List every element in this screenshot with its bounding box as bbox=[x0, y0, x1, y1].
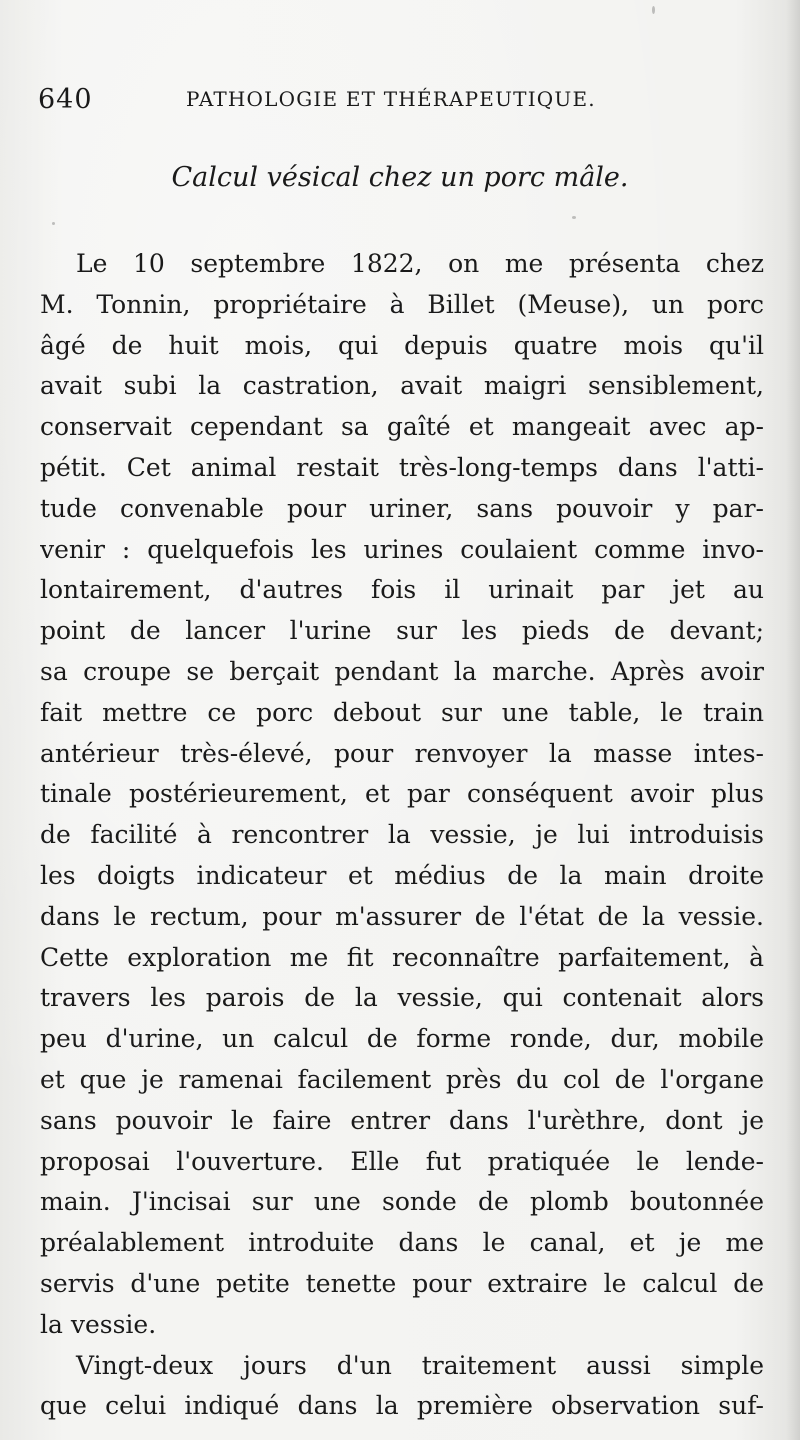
page-number: 640 bbox=[38, 84, 93, 115]
paper-speck bbox=[652, 6, 655, 14]
text-line: les doigts indicateur et médius de la main droite bbox=[40, 860, 764, 890]
text-line: sans pouvoir le faire entrer dans l'urèthre, dont je bbox=[40, 1105, 764, 1135]
text-line: M. Tonnin, propriétaire à Billet (Meuse), un porc bbox=[40, 289, 764, 319]
text-line: préalablement introduite dans le canal, et je me bbox=[40, 1228, 764, 1258]
body-text bbox=[40, 244, 764, 1427]
text-line: Le 10 septembre 1822, on me présenta chez bbox=[76, 249, 764, 278]
text-line: sa croupe se berçait pendant la marche. Après avoir bbox=[40, 656, 764, 686]
text-line: travers les parois de la vessie, qui contenait alors bbox=[40, 983, 764, 1013]
running-title: PATHOLOGIE ET THÉRAPEUTIQUE. bbox=[186, 87, 596, 111]
text-line: point de lancer l'urine sur les pieds de devant; bbox=[40, 616, 764, 646]
text-line: que celui indiqué dans la première observation suf- bbox=[40, 1391, 764, 1421]
paper-speck bbox=[52, 222, 55, 225]
text-line: âgé de huit mois, qui depuis quatre mois qu'il bbox=[40, 330, 764, 360]
text-line: Vingt-deux jours d'un traitement aussi simple bbox=[76, 1350, 764, 1380]
text-line: antérieur très-élevé, pour renvoyer la masse intes- bbox=[40, 738, 764, 768]
text-line: peu d'urine, un calcul de forme ronde, dur, mobile bbox=[40, 1024, 764, 1054]
paper-speck bbox=[572, 216, 576, 219]
text-line: fait mettre ce porc debout sur une table, le train bbox=[40, 697, 764, 727]
text-line: dans le rectum, pour m'assurer de l'état de la vessie. bbox=[40, 901, 764, 931]
text-line: venir : quelquefois les urines coulaient comme invo- bbox=[40, 534, 764, 564]
text-line: lontairement, d'autres fois il urinait par jet au bbox=[40, 575, 764, 605]
text-line: conservait cependant sa gaîté et mangeait avec ap- bbox=[40, 412, 764, 442]
text-line: pétit. Cet animal restait très-long-temps dans l'atti- bbox=[40, 452, 764, 482]
text-line: tinale postérieurement, et par conséquent avoir plus bbox=[40, 779, 764, 809]
text-line: servis d'une petite tenette pour extraire le calcul de bbox=[40, 1268, 764, 1298]
running-head bbox=[38, 84, 758, 118]
text-line: et que je ramenai facilement près du col de l'organe bbox=[40, 1064, 764, 1094]
text-line: de facilité à rencontrer la vessie, je lui introduisis bbox=[40, 820, 764, 850]
section-title: Calcul vésical chez un porc mâle. bbox=[171, 162, 629, 193]
text-line: proposai l'ouverture. Elle fut pratiquée le lende- bbox=[40, 1146, 764, 1176]
page-edge-shadow bbox=[786, 0, 800, 1440]
text-line: avait subi la castration, avait maigri sensiblement, bbox=[40, 371, 764, 401]
text-line: la vessie. bbox=[40, 1309, 157, 1339]
text-line: tude convenable pour uriner, sans pouvoir y par- bbox=[40, 493, 764, 523]
text-line: Cette exploration me fit reconnaître parfaitement, à bbox=[40, 942, 764, 972]
text-line: main. J'incisai sur une sonde de plomb boutonnée bbox=[40, 1187, 764, 1217]
